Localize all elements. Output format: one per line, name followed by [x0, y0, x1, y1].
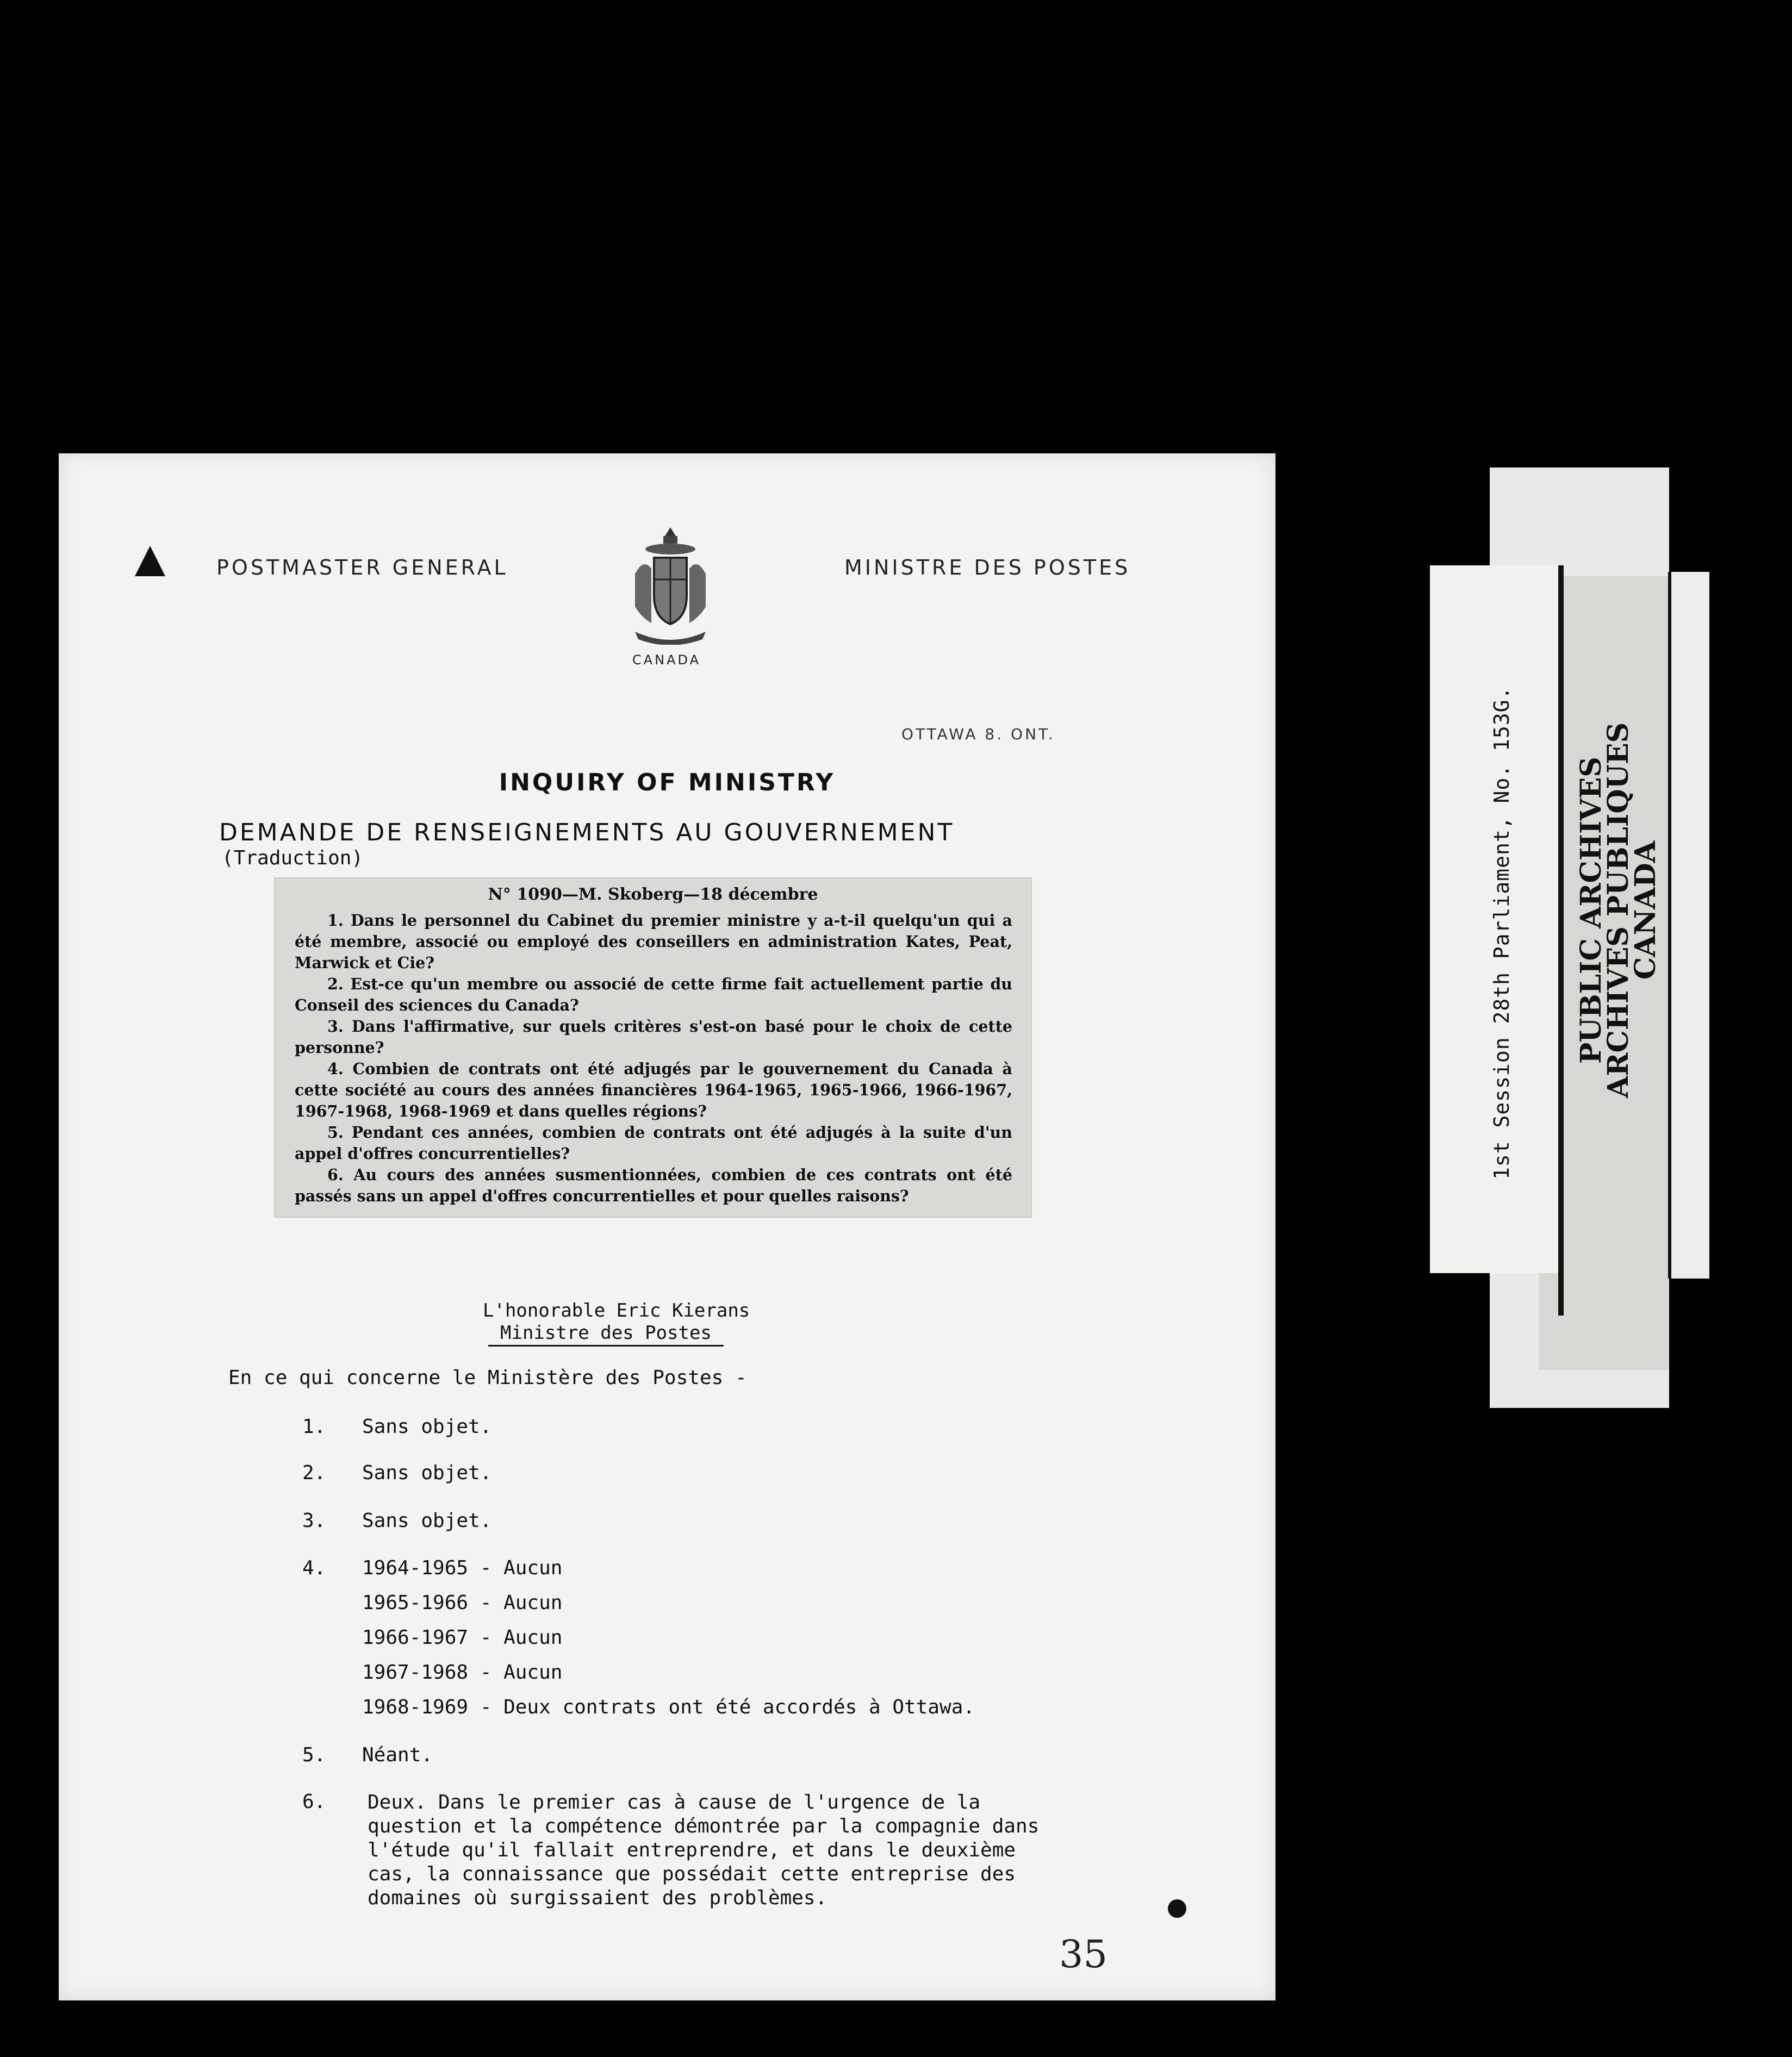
- clipping-header: N° 1090—M. Skoberg—18 décembre: [488, 885, 818, 904]
- question-1: 1. Dans le personnel du Cabinet du premier ministre y a-t-il quelqu'un qui a été membre, associé ou employé des conseillers en administration Kates, Peat, Marwick et Cie?: [295, 911, 1012, 972]
- letterhead-left: POSTMASTER GENERAL: [216, 556, 508, 579]
- answer-year-line: 1965-1966 - Aucun: [362, 1592, 563, 1614]
- question-5: 5. Pendant ces années, combien de contrats ont été adjugés à la suite d'un appel d'offres concurrentielles?: [295, 1123, 1012, 1163]
- question-clipping: [275, 878, 1031, 1217]
- answer-6-paragraph: Deux. Dans le premier cas à cause de l'urgence de la question et la compétence démontrée par la compagnie dans l'étude qu'il fallait entreprendre, et dans le deuxième cas, la connaissance que possédait cette entreprise des domaines où surgissaient des problèmes.: [368, 1791, 1040, 1909]
- document-page: [59, 453, 1275, 2000]
- answer-intro: En ce qui concerne le Ministère des Postes -: [228, 1367, 747, 1389]
- letterhead-city: OTTAWA 8. ONT.: [901, 725, 1055, 743]
- question-4: 4. Combien de contrats ont été adjugés par le gouvernement du Canada à cette société au cours des années financières 1964-1965, 1965-1966, 1966-1967, 1967-1968, 1968-1969 et dans quelles régions?: [295, 1059, 1012, 1120]
- session-label: 1st Session 28th Parliament, No. 153G.: [1490, 686, 1514, 1180]
- minister-name: L'honorable Eric Kierans: [483, 1300, 750, 1322]
- answer-number: 2.: [302, 1462, 326, 1484]
- question-6: 6. Au cours des années susmentionnées, combien de ces contrats ont été passés sans un appel d'offres concurrentielles et pour quelles raisons?: [295, 1165, 1012, 1205]
- question-3: 3. Dans l'affirmative, sur quels critères s'est-on basé pour le choix de cette personne?: [295, 1017, 1012, 1057]
- answer-year-line: 1964-1965 - Aucun: [362, 1557, 563, 1579]
- answer-year-line: 1968-1969 - Deux contrats ont été accordés à Ottawa.: [362, 1696, 975, 1718]
- answer-number: 4.: [302, 1557, 326, 1579]
- answer-number: 3.: [302, 1510, 326, 1532]
- answer-text: Sans objet.: [362, 1510, 492, 1532]
- demande-heading: DEMANDE DE RENSEIGNEMENTS AU GOUVERNEMENT: [219, 819, 955, 846]
- question-2: 2. Est-ce qu'un membre ou associé de cette firme fait actuellement partie du Conseil des sciences du Canada?: [295, 975, 1012, 1014]
- answer-year-line: 1966-1967 - Aucun: [362, 1626, 563, 1649]
- clipping-body: [295, 910, 1012, 1207]
- letterhead-country: CANADA: [632, 652, 701, 668]
- minister-title: Ministre des Postes: [488, 1322, 724, 1347]
- archives-line-3: CANADA: [1629, 840, 1662, 980]
- archives-line-2: ARCHIVES PUBLIQUES: [1602, 722, 1635, 1098]
- answer-text: Néant.: [362, 1744, 433, 1766]
- archives-stamp: [1575, 722, 1662, 1098]
- archive-tab-edge: [1668, 572, 1709, 1279]
- letterhead-right: MINISTRE DES POSTES: [844, 556, 1131, 579]
- answer-text: Sans objet.: [362, 1416, 492, 1438]
- ink-dot: [1168, 1899, 1186, 1918]
- page-number: 35: [1059, 1932, 1108, 1977]
- traduction-label: (Traduction): [222, 847, 364, 869]
- answer-year-line: 1967-1968 - Aucun: [362, 1661, 563, 1684]
- inquiry-heading: INQUIRY OF MINISTRY: [499, 769, 836, 796]
- answer-number: 1.: [302, 1416, 326, 1438]
- answer-number: 6.: [302, 1791, 326, 1813]
- label-divider: [1558, 565, 1564, 1316]
- answer-text: Sans objet.: [362, 1462, 492, 1484]
- archives-line-1: PUBLIC ARCHIVES: [1575, 757, 1608, 1064]
- answer-number: 5.: [302, 1744, 326, 1766]
- coat-of-arms-icon: [624, 525, 717, 645]
- corner-mark-icon: [135, 546, 165, 576]
